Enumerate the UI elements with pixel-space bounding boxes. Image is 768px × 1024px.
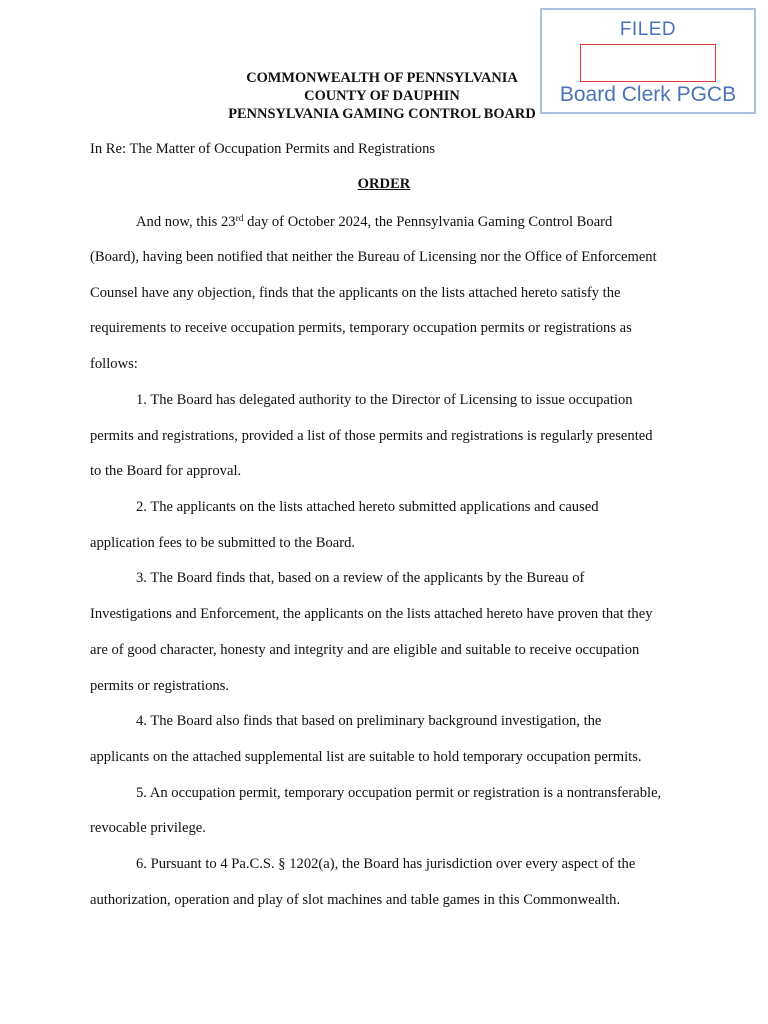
item-3-line: permits or registrations. [90, 678, 230, 694]
header-commonwealth: COMMONWEALTH OF PENNSYLVANIA [246, 70, 518, 86]
header-county: COUNTY OF DAUPHIN [304, 88, 460, 104]
intro-line-first [136, 212, 612, 232]
item-6-line: authorization, operation and play of slot machines and table games in this Commonwealth. [90, 892, 621, 908]
intro-line: follows: [90, 356, 138, 372]
item-1-line: to the Board for approval. [90, 463, 242, 479]
item-2-first-line: 2. The applicants on the lists attached hereto submitted applications and caused [136, 499, 599, 515]
stamp-clerk-label: Board Clerk PGCB [559, 83, 737, 106]
item-3-line: are of good character, honesty and integrity and are eligible and suitable to receive occupation [90, 642, 640, 658]
item-6-first-line: 6. Pursuant to 4 Pa.C.S. § 1202(a), the Board has jurisdiction over every aspect of the [136, 856, 636, 872]
item-1-line: permits and registrations, provided a list of those permits and registrations is regularly presented [90, 428, 653, 444]
intro-suffix: day of October 2024, the Pennsylvania Gaming Control Board [243, 214, 613, 230]
order-title: ORDER [357, 176, 411, 192]
item-2-line: application fees to be submitted to the Board. [90, 535, 356, 551]
stamp-filed-label: FILED [619, 19, 677, 40]
intro-line: (Board), having been notified that neither the Bureau of Licensing nor the Office of Enforcement [90, 249, 657, 265]
item-3-line: Investigations and Enforcement, the applicants on the lists attached hereto have proven that they [90, 606, 653, 622]
intro-ordinal-suffix: rd [235, 214, 244, 224]
item-5-first-line: 5. An occupation permit, temporary occupation permit or registration is a nontransferable, [136, 785, 662, 801]
intro-line: requirements to receive occupation permits, temporary occupation permits or registrations as [90, 320, 632, 336]
intro-line: Counsel have any objection, finds that the applicants on the lists attached hereto satisfy the [90, 285, 621, 301]
item-1-first-line: 1. The Board has delegated authority to the Director of Licensing to issue occupation [136, 392, 633, 408]
intro-prefix: And now, this 23 [136, 214, 236, 230]
in-re-line: In Re: The Matter of Occupation Permits and Registrations [90, 141, 436, 157]
header-board: PENNSYLVANIA GAMING CONTROL BOARD [228, 106, 536, 122]
item-4-first-line: 4. The Board also finds that based on preliminary background investigation, the [136, 713, 602, 729]
item-3-first-line: 3. The Board finds that, based on a review of the applicants by the Bureau of [136, 570, 585, 586]
item-5-line: revocable privilege. [90, 820, 206, 836]
item-4-line: applicants on the attached supplemental list are suitable to hold temporary occupation permits. [90, 749, 642, 765]
